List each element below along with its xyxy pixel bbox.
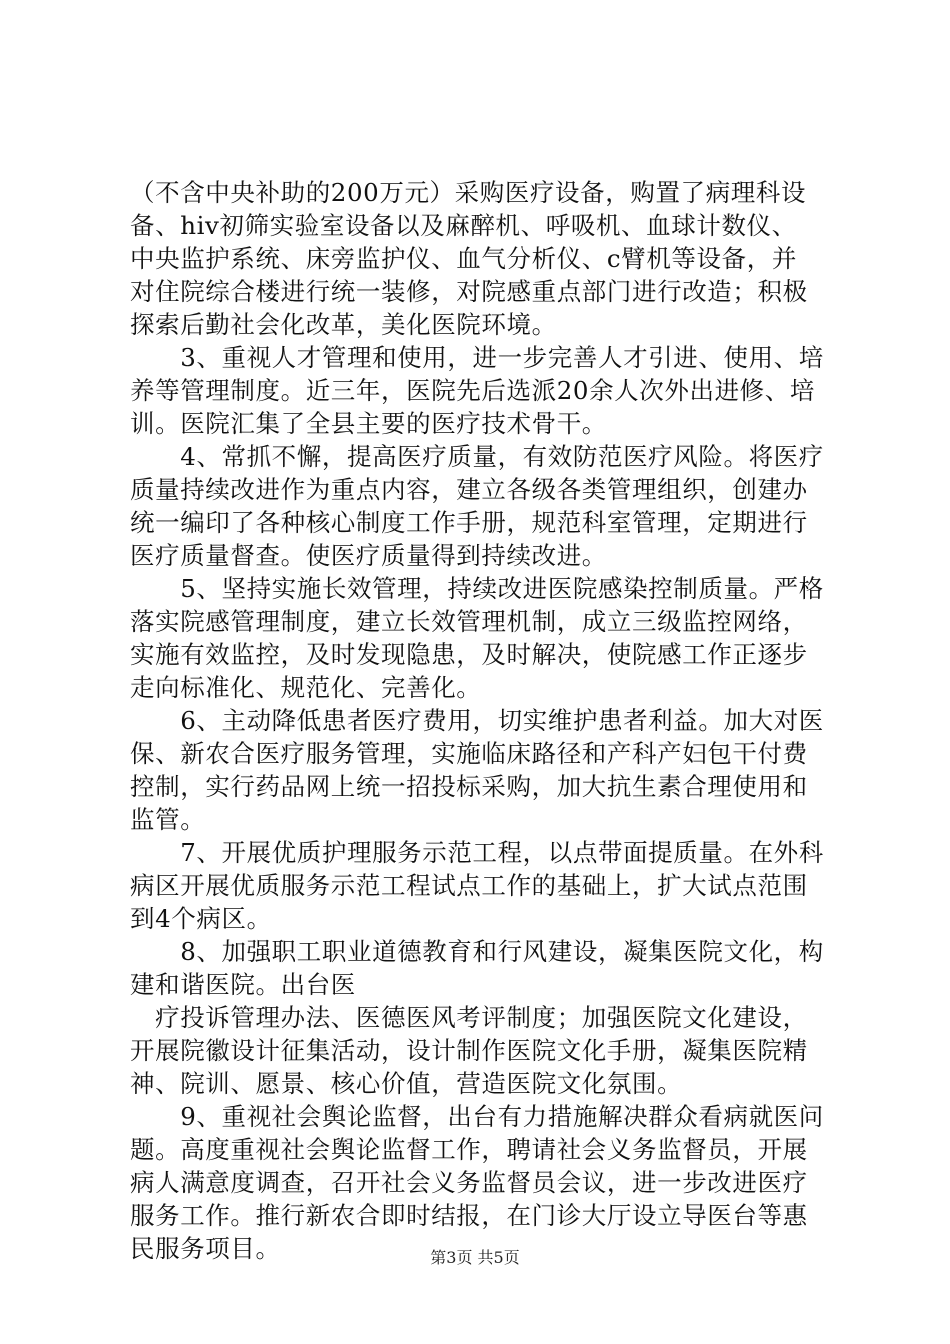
text-line: 建和谐医院。出台医 (130, 970, 356, 999)
text-line: 质量持续改进作为重点内容，建立各级各类管理组织，创建办 (130, 475, 808, 504)
text-line: 医疗质量督查。使医疗质量得到持续改进。 (130, 541, 607, 570)
text-line: 监管。 (130, 805, 206, 834)
text-line: 控制，实行药品网上统一招投标采购，加大抗生素合理使用和 (130, 772, 808, 801)
text-line: 5、坚持实施长效管理，持续改进医院感染控制质量。严格 (130, 574, 824, 603)
text-line: 统一编印了各种核心制度工作手册，规范科室管理，定期进行 (130, 508, 808, 537)
text-line: 到4个病区。 (130, 904, 272, 933)
text-line: 9、重视社会舆论监督，出台有力措施解决群众看病就医问 (130, 1102, 824, 1131)
text-line: 走向标准化、规范化、完善化。 (130, 673, 482, 702)
text-line: （不含中央补助的200万元）采购医疗设备，购置了病理科设 (130, 178, 807, 207)
text-line: 疗投诉管理办法、医德医风考评制度；加强医院文化建设， (130, 1003, 808, 1032)
text-line: 3、重视人才管理和使用，进一步完善人才引进、使用、培 (130, 343, 824, 372)
text-line: 病人满意度调查，召开社会义务监督员会议，进一步改进医疗 (130, 1168, 808, 1197)
text-line: 4、常抓不懈，提高医疗质量，有效防范医疗风险。将医疗 (130, 442, 824, 471)
text-line: 神、院训、愿景、核心价值，营造医院文化氛围。 (130, 1069, 683, 1098)
text-line: 开展院徽设计征集活动，设计制作医院文化手册，凝集医院精 (130, 1036, 808, 1065)
text-line: 实施有效监控，及时发现隐患，及时解决，使院感工作正逐步 (130, 640, 808, 669)
text-line: 服务工作。推行新农合即时结报，在门诊大厅设立导医台等惠 (130, 1201, 808, 1230)
text-line: 7、开展优质护理服务示范工程，以点带面提质量。在外科 (130, 838, 824, 867)
text-line: 落实院感管理制度，建立长效管理机制，成立三级监控网络， (130, 607, 808, 636)
text-line: 8、加强职工职业道德教育和行风建设，凝集医院文化，构 (130, 937, 824, 966)
text-line: 训。医院汇集了全县主要的医疗技术骨干。 (130, 409, 607, 438)
text-line: 保、新农合医疗服务管理，实施临床路径和产科产妇包干付费 (130, 739, 808, 768)
text-line: 探索后勤社会化改革，美化医院环境。 (130, 310, 557, 339)
text-line: 养等管理制度。近三年，医院先后选派20余人次外出进修、培 (130, 376, 815, 405)
text-line: 对住院综合楼进行统一装修，对院感重点部门进行改造；积极 (130, 277, 808, 306)
text-line: 备、hiv初筛实验室设备以及麻醉机、呼吸机、血球计数仪、 (130, 211, 797, 240)
text-line: 病区开展优质服务示范工程试点工作的基础上，扩大试点范围 (130, 871, 808, 900)
page-footer: 第3页 共5页 (430, 1248, 520, 1267)
text-line: 中央监护系统、床旁监护仪、血气分析仪、c臂机等设备，并 (130, 244, 797, 273)
text-line: 6、主动降低患者医疗费用，切实维护患者利益。加大对医 (130, 706, 824, 735)
text-line: 题。高度重视社会舆论监督工作，聘请社会义务监督员，开展 (130, 1135, 808, 1164)
text-line: 民服务项目。 (130, 1234, 281, 1263)
